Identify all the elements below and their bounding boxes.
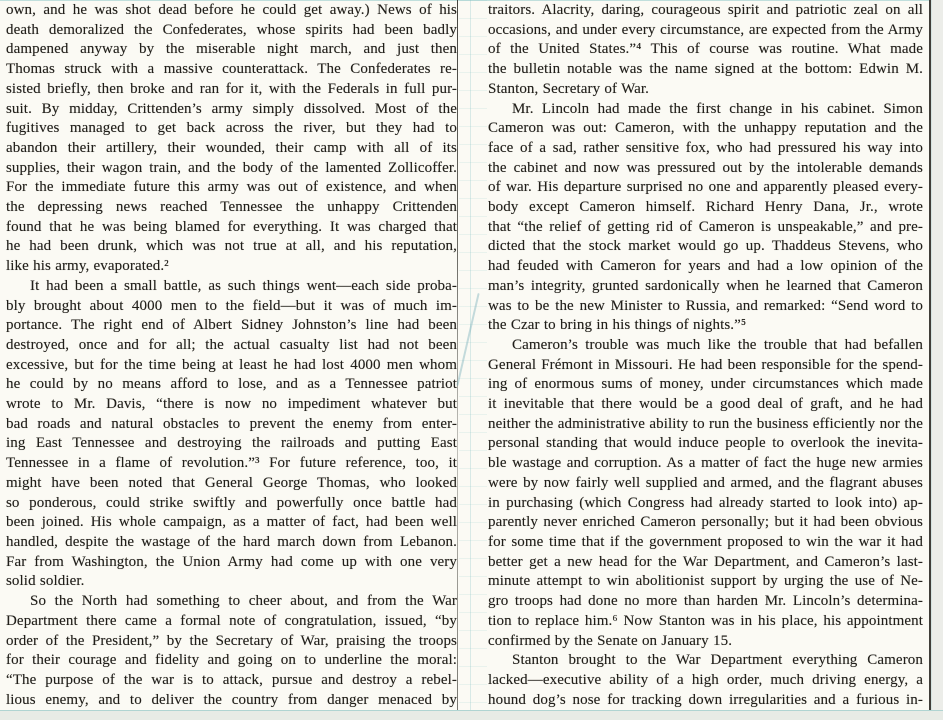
text-line: ble wastage and corruption. As a matter of fact the huge new armies (488, 455, 923, 472)
text-line: body except Cameron himself. Richard Henry Dana, Jr., wrote (488, 199, 923, 216)
text-line: own, and he was shot dead before he could get away.) News of his (6, 2, 457, 18)
column-gutter (459, 0, 487, 720)
text-line: parently never enriched Cameron personally; but it had been obvious (488, 514, 923, 531)
text-line: Department there came a formal note of congratulation, issued, “by (6, 612, 457, 629)
text-line: for their courage and fidelity and going on to underline the moral: (6, 652, 457, 669)
text-line: solid soldier. (6, 573, 85, 590)
text-line: bad roads and natural obstacles to prevent the enemy from enter- (6, 415, 457, 432)
text-line: wrote to Mr. Davis, “there is now no impediment whatever but (6, 396, 457, 413)
text-line: that “the relief of getting rid of Cameron is unspeakable,” and pre- (488, 218, 923, 235)
text-line: abandon their artillery, their wounded, their camp with all of its (6, 139, 457, 156)
graph-paper-band-bottom (0, 710, 943, 720)
text-line: the bulletin notable was the name signed at the bottom: Edwin M. (488, 61, 923, 78)
text-line: for some time that if the government proposed to win the war it had (488, 533, 923, 550)
text-line: in purchasing (which Congress had already started to look into) ap- (488, 494, 923, 511)
text-line: personal standing that would induce people to overlook the inevita- (488, 435, 923, 452)
text-line: Mr. Lincoln had made the first change in his cabinet. Simon (512, 100, 923, 117)
text-line: Cameron was out: Cameron, with the unhappy reputation and the (488, 120, 923, 137)
text-line: ing of enormous sums of money, under circumstances which made (488, 376, 923, 393)
text-line: death demoralized the Confederates, whose spirits had been badly (6, 21, 457, 38)
text-line: Tennessee in a flame of revolution.”³ For future reference, too, it (6, 455, 457, 472)
text-line: “The purpose of the war is to attack, pursue and destroy a rebel- (6, 671, 457, 688)
text-line: General Frémont in Missouri. He had been responsible for the spend- (488, 356, 923, 373)
text-line: It had been a small battle, as such things went—each side proba- (30, 277, 457, 294)
text-line: hound dog’s nose for tracking down irregularities and a furious in- (488, 691, 923, 708)
text-line: of the United States.”⁴ This of course was routine. What made (488, 41, 923, 58)
text-line: he could by no means afford to lose, and as a Tennessee patriot (6, 376, 457, 393)
text-line: destroyed, once and for all; the actual casualty list had not been (6, 336, 457, 353)
text-line: fugitives managed to get back across the river, but they had to (6, 120, 457, 137)
text-line: of war. His departure surprised no one and apparently pleased every- (488, 179, 923, 196)
text-line: Far from Washington, the Union Army had come up with one very (6, 553, 457, 570)
text-line: had feuded with Cameron for years and had a low opinion of the (488, 258, 923, 275)
text-line: order of the President,” by the Secretary of War, praising the troops (6, 632, 457, 649)
text-line: face of a sad, rather sensitive fox, who had pressured his way into (488, 139, 923, 156)
text-line: portance. The right end of Albert Sidney Johnston’s line had been (6, 317, 457, 334)
text-line: bly brought about 4000 men to the field—but it was of much im- (6, 297, 457, 314)
text-line: suit. By midday, Crittenden’s army simply dissolved. Most of the (6, 100, 457, 117)
text-line: supplies, their wagon train, and the body of the lamented Zollicoffer. (6, 159, 457, 176)
text-line: So the North had something to cheer about, and from the War (30, 593, 457, 610)
text-line: better get a new head for the War Department, and Cameron’s last- (488, 553, 923, 570)
text-line: dampened anyway by the miserable night march, and just then (6, 41, 457, 58)
text-column-left (6, 0, 457, 718)
text-line: gro troops had done no more than harden Mr. Lincoln’s determina- (488, 593, 923, 610)
text-line: confirmed by the Senate on January 15. (488, 632, 733, 649)
text-line: For the immediate future this army was out of existence, and when (6, 179, 457, 196)
text-line: were by now fairly well supplied and armed, and the flagrant abuses (488, 474, 923, 491)
text-line: Thomas struck with a massive counterattack. The Confederates re- (6, 61, 457, 78)
text-line: Stanton, Secretary of War. (488, 80, 650, 97)
text-line: found that he was being blamed for everything. It was charged that (6, 218, 457, 235)
text-line: the cabinet and now was pressured out by the intolerable demands (488, 159, 923, 176)
text-line: been joined. His whole campaign, as a matter of fact, had been well (6, 514, 457, 531)
text-line: so ponderous, could strike swiftly and powerfully once battle had (6, 494, 457, 511)
text-line: dicted that the stock market would go up. Thaddeus Stevens, who (488, 238, 923, 255)
text-column-right (488, 0, 923, 718)
text-line: man’s integrity, grunted sardonically when he learned that Cameron (488, 277, 923, 294)
text-line: it inevitable that there would be a good deal of graft, and he had (488, 396, 923, 413)
text-line: Cameron’s trouble was much like the trouble that had befallen (512, 336, 923, 353)
text-line: lious enemy, and to deliver the country from danger menaced by (6, 691, 457, 708)
text-line: occasions, and under every circumstance, are expected from the Army (488, 21, 923, 38)
text-line: minute attempt to win abolitionist support by urging the use of Ne- (488, 573, 923, 590)
text-line: he had been drunk, which was not true at all, and his reputation, (6, 238, 457, 255)
column-divider-line (457, 0, 458, 720)
text-line: ing East Tennessee and destroying the railroads and putting East (6, 435, 457, 452)
text-line: sisted briefly, then broke and ran for it, with the Federals in full pur- (6, 80, 457, 97)
text-line: traitors. Alacrity, daring, courageous spirit and patriotic zeal on all (488, 2, 923, 18)
text-line: excessive, but for the time being at least he had lost 4000 men whom (6, 356, 457, 373)
text-line: tion to replace him.⁶ Now Stanton was in his place, his appointment (488, 612, 923, 629)
text-line: might have been noted that General George Thomas, who looked (6, 474, 457, 491)
text-line: handled, despite the wastage of the hard march down from Lebanon. (6, 533, 457, 550)
text-line: the Czar to bring in his things of nights.”⁵ (488, 317, 747, 334)
page-scan-margin (931, 0, 943, 720)
text-line: neither the administrative ability to run the business efficiently nor the (488, 415, 923, 432)
text-line: was to be the new Minister to Russia, and remarked: “Send word to (488, 297, 923, 314)
crease-mark (456, 293, 479, 386)
text-line: the depressing news reached Tennessee the unhappy Crittenden (6, 199, 457, 216)
text-line: Stanton brought to the War Department everything Cameron (512, 652, 923, 669)
text-line: like his army, evaporated.² (6, 258, 169, 275)
text-line: lacked—executive ability of a high order, much driving energy, a (488, 671, 923, 688)
